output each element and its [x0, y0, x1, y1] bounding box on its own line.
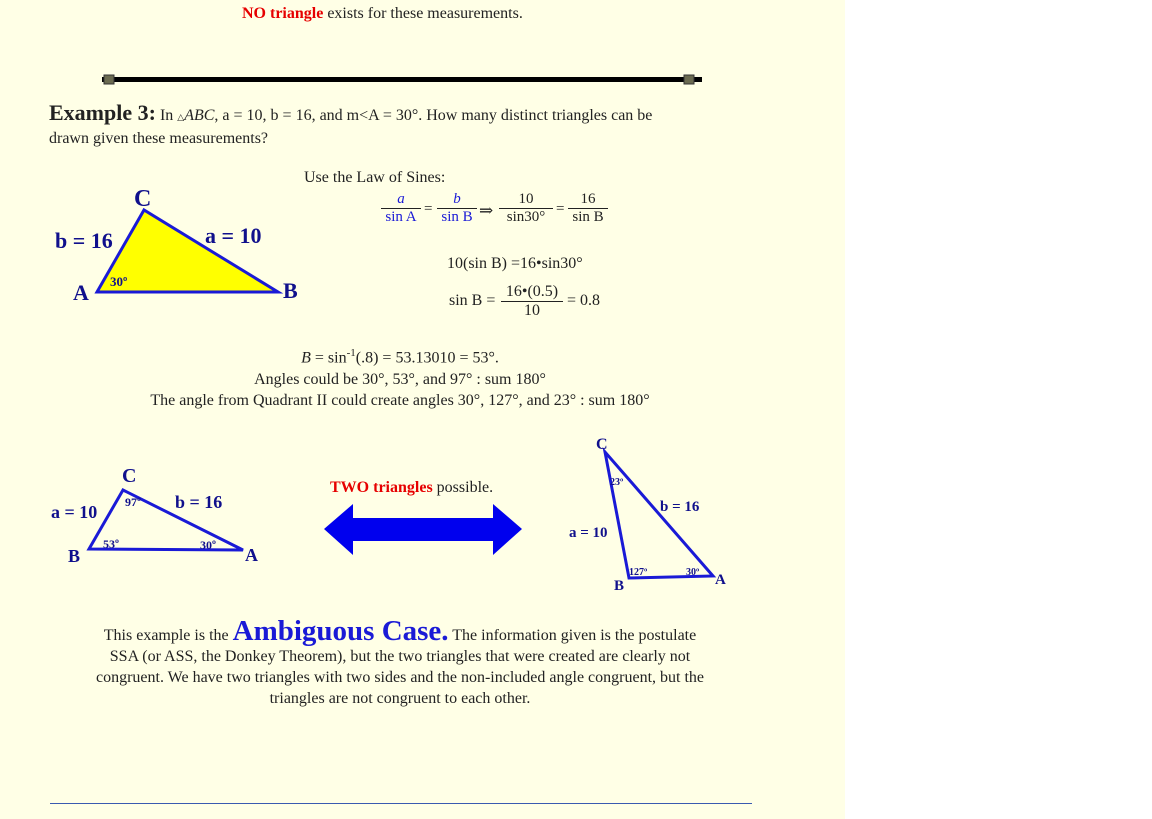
triangle-2-side-b: b = 16	[175, 492, 223, 512]
conclusion-line4: triangles are not congruent to each other.	[269, 690, 531, 707]
law-line3-left: sin B =	[449, 292, 496, 309]
triangle-1-side-a: a = 10	[205, 223, 262, 248]
triangle-diagram-2	[45, 460, 275, 570]
triangle-3-vertex-c: C	[596, 436, 608, 453]
conclusion-post: The information given is the postulate	[448, 627, 697, 644]
fraction-16-over-sinB	[568, 191, 608, 226]
fraction-line3	[501, 283, 563, 320]
triangle-2-vertex-a: A	[245, 545, 258, 565]
triangle-diagram-3	[565, 432, 745, 597]
fraction-10-over-sin30	[499, 191, 553, 226]
bottom-rule	[50, 803, 752, 804]
fraction-b-over-sinB	[437, 191, 477, 226]
triangle-3-angle-b: 127º	[629, 567, 648, 578]
example-question-line2: drawn given these measurements?	[49, 130, 269, 147]
conclusion-line3: congruent. We have two triangles with two sides and the non-included angle congruent, but the	[95, 669, 705, 686]
example-label: Example 3:	[49, 100, 156, 125]
frac1-num: a	[397, 191, 405, 207]
triangle-3-side-b: b = 16	[660, 499, 700, 515]
triangle-3-shape	[605, 452, 713, 578]
fraction-a-over-sinA	[381, 191, 421, 226]
two-triangles-note	[330, 479, 493, 497]
double-arrow-icon	[322, 502, 526, 558]
example-question: How many distinct triangles can be	[426, 107, 653, 124]
conclusion-pre: This example is the	[103, 627, 233, 644]
top-note-text: exists for these measurements.	[323, 5, 523, 22]
top-note	[242, 5, 523, 23]
triangle-3-vertex-b: B	[614, 578, 625, 594]
frac4-num: 16	[580, 191, 596, 207]
top-note-highlight: NO triangle	[242, 5, 324, 22]
ambiguous-case-heading: Ambiguous Case.	[232, 615, 449, 647]
law-line3-right: = 0.8	[567, 292, 601, 309]
triangle-1-angle-a: 30º	[110, 274, 128, 289]
frac3-num: 10	[518, 191, 534, 207]
triangle-2-angle-c: 97º	[125, 495, 141, 509]
solution-line1-pre: B	[301, 349, 311, 367]
two-triangles-text: possible.	[432, 479, 494, 496]
example-statement	[49, 102, 769, 150]
frac3-den: sin30°	[499, 208, 553, 226]
triangle-diagram-1	[45, 180, 305, 310]
triangle-3-angle-c: 23º	[610, 477, 624, 488]
solution-line1	[50, 347, 750, 367]
triangle-symbol-icon: △	[177, 112, 185, 122]
solution-line1-text: = sin	[310, 349, 347, 367]
triangle-name: ABC	[184, 107, 215, 124]
conclusion-line2: SSA (or ASS, the Donkey Theorem), but the two triangles that were created are clearly not	[109, 648, 691, 665]
triangle-2-vertex-b: B	[68, 546, 81, 566]
line3-den: 10	[501, 301, 563, 320]
two-triangles-highlight: TWO triangles	[330, 479, 433, 496]
triangle-2-angle-a: 30º	[200, 538, 216, 552]
solution-line1-post: (.8) = 53.13010 = 53°.	[355, 349, 499, 367]
frac2-num: b	[453, 191, 461, 207]
triangle-3-angle-a: 30º	[686, 567, 700, 578]
frac2-den: sin B	[437, 208, 477, 226]
frac4-den: sin B	[568, 208, 608, 226]
example-intro: In	[159, 107, 174, 124]
implies-arrow-icon: ⇒	[479, 201, 494, 220]
triangle-3-vertex-a: A	[715, 572, 726, 588]
triangle-2-angle-b: 53º	[103, 537, 119, 551]
solution-line2: Angles could be 30°, 53°, and 97° : sum 180°	[254, 371, 546, 388]
triangle-1-side-b: b = 16	[55, 228, 113, 253]
conclusion-paragraph	[50, 615, 750, 709]
law-title: Use the Law of Sines:	[304, 169, 446, 186]
example-givens: , a = 10, b = 16, and m<A = 30°.	[214, 107, 423, 124]
triangle-1-vertex-c: C	[134, 186, 152, 212]
solution-line1-sup: -1	[346, 347, 356, 359]
triangle-1-vertex-a: A	[73, 280, 89, 305]
equals-1: =	[424, 201, 433, 217]
line3-num: 16•(0.5)	[505, 283, 559, 300]
triangle-1-vertex-b: B	[283, 278, 298, 303]
solution-line3: The angle from Quadrant II could create angles 30°, 127°, and 23° : sum 180°	[150, 392, 650, 409]
frac1-den: sin A	[381, 208, 421, 226]
section-divider	[100, 72, 704, 88]
triangle-3-side-a: a = 10	[569, 525, 608, 541]
triangle-2-vertex-c: C	[122, 465, 137, 487]
law-line2: 10(sin B) =16•sin30°	[447, 255, 583, 272]
equals-2: =	[556, 201, 565, 217]
triangle-2-side-a: a = 10	[51, 502, 98, 522]
